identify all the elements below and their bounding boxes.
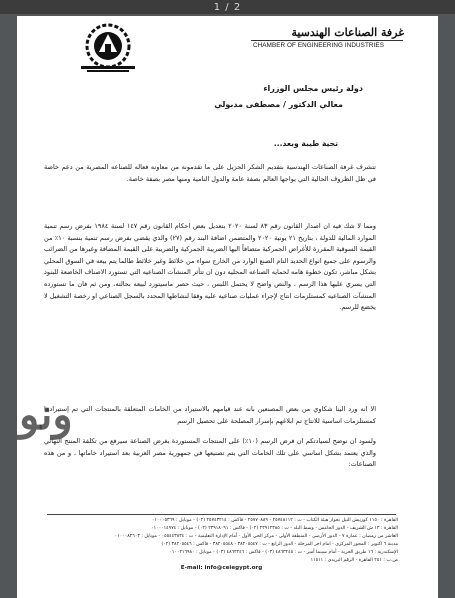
- letterhead-divider: [251, 40, 403, 41]
- recipient-title: دولة رئيس مجلس الوزراء: [263, 84, 363, 93]
- paragraph-impact: ولسود ان نوضح لسيادتكم ان فرض الرسم (١٠٪) على المنتجات المستوردة بغرض الصناعة سيرفع من تكلفة المنتج النهائي والذي يعتمد بشكل اساسي على تلك الخامات التي يتم تصنيعها في جمهورية مصر العربية بعد استيراد خاماتها ، و من هذه الصناعات:: [44, 437, 377, 469]
- footer-line: ص.ب : ٢٥١ القاهرة - الرقم البريدي : ١١٥١١: [310, 557, 398, 563]
- letterhead-footer: [45, 517, 398, 573]
- footer-line: مدينة ٦ اكتوبر : المحور المركزي - امام اخر المرحلة - الدور الرابع - ت : ٣٨٢٠٥٥٤٧ - ٣٨٢٠٥٥٤٨ - فاكس : ٣٨٢٠٥٥٤٦ (٠٢): [161, 541, 398, 547]
- org-name-english: CHAMBER OF ENGINEERING INDUSTRIES: [253, 42, 384, 49]
- page-indicator: 1 / 2: [213, 1, 242, 13]
- recipient-name: معالي الدكتور / مصطفى مدبولي: [214, 100, 343, 109]
- footer-line: العاشر من رمضان : عمارة ٧ - الدور الأرضى - المنطقة الأولى - مركز الحي الأول - أمام الإدارة التعليمية - ت : ٠٥٥٤٤٣٨٣٤ - موبايل : ٠١٠٠٠٨٢٦٠٣: [114, 533, 398, 539]
- footer-line: الإسكندرية : ١٦ طريق الحرية - أمام سينما أمير - ت : ٤٨٦٣٢٤٥ (٠٣) - فاكس : ٤٨٦٣٢٤٦ (٠٣) - موبايل : ٠١٠٠٢١٦٩٨٠: [169, 549, 398, 555]
- org-name-arabic: غرفة الصناعات الهندسية: [291, 26, 404, 39]
- paragraph-law: ومما لا شك فيه ان اصدار القانون رقم ٨٣ لسنة ٢٠٢٠ بتعديل بعض احكام القانون رقم ١٤٧ لسنة ١٩٨٤ بفرض رسم تنمية الموارد المالية للدولة ، بتاريخ ٢١ يونية ٢٠٢٠ والمتضمن اضافة البند رقم (٢٧) والذي يقضي بفرض رسم تنمية بنسبة ١٠٪ من القيمة السوقية المقررة للأغراض الجمركية متضافاً اليها الضريبة الجمركية والضريبة على القيمة المضافة وغيرها من الضرائب والرسوم على جميع انواع الحديد التام الصنع الوارد من الخارج سواء من خلائط وغير خلائط طالما يتم بيعه في السوق المحلي بشكل مباشر، تكون خطوة هامه لحمايه الصناعه المحليه دون ان تتأثر المنشآت الصناعيه التي تستورد الاصناف الخاضعة للبنود التي يسري عليها هذا الرسم ، والنص واضح لا يحتمل اللبس ، حيث حصر ماسيتورد لبيعه بحالته، ومن ثم فان ما تستورده المنشآت الصناعيه كمستلزمات انتاج لإجراء عمليات صناعيه عليه وفقا لنشاطها المحدد بالسجل الصناعي او رخصة التشغيل لا يخضع للرسم.: [44, 222, 376, 312]
- site-watermark: ونو: [19, 390, 73, 439]
- greeting: تحية طيبة وبعد...: [273, 139, 338, 148]
- footer-email: E-mail: info@ceiegypt.org: [180, 565, 263, 572]
- document-page: [17, 16, 438, 598]
- paragraph-complaints: الا انه ورد الينا شكاوي من بعض المصنعين بانه عند قيامهم بالاستيراد من الخامات المتعلقة بالمنتجات التي تم إستيرادها كمستلزمات اساسية للانتاج تم ابلاغهم بإسرار المصلحة على تحصيل الرسم: [44, 405, 376, 425]
- footer-line: القاهرة : ١٣ ش الشريف - الدور الخامس - وسط البلد - ت : ٢٣٩١٢٣٨٥ (٠٢) - فاكس : ٢٣٩١٨٠٩١ (٠٢) - موبايل : ٠١٠٠٠١٤٩٧٤: [151, 525, 398, 531]
- footer-line: القاهرة : ١١٥٠ كورنيش النيل بجوار هيئة الكتاب - ت : ٢٥٧٤٨١١٢ - ٢٥٧٧٠٨٨٩ - فاكس : ٢٥٧٤٣٢١٤ (٠٢) - موبايل : ٠١٠٠٠٥٣٦٩: [151, 518, 398, 523]
- recipient-block: [113, 83, 363, 111]
- paragraph-intro: تتشرف غرفة الصناعات الهندسية بتقديم الشكر الجزيل على ما تقدمونه من معاونه فعاله للصناعه المصرية من دعم خاصة في ظل الظروف الحالية التي يواجها العالم بصفة عامة والدول النامية ومنها مصر بصفة خاصة.: [44, 163, 376, 183]
- pdf-viewer-toolbar: [0, 0, 455, 14]
- chamber-logo-icon: [79, 22, 137, 74]
- footer-divider: [47, 514, 396, 515]
